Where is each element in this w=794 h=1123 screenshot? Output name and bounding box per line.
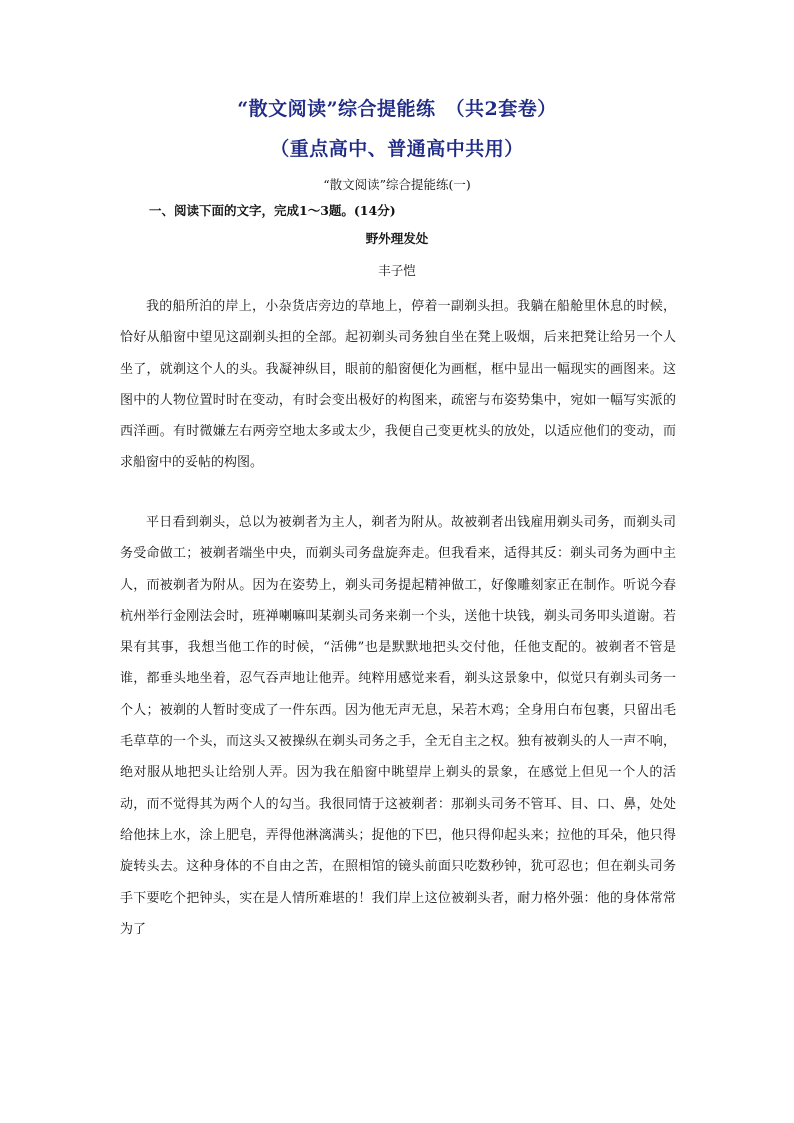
document-subtitle-audience: （重点高中、普通高中共用）	[270, 138, 524, 160]
exercise-set-title: “散文阅读”综合提能练(一)	[323, 177, 471, 192]
essay-title: 野外理发处	[365, 231, 429, 246]
essay-paragraph: 平日看到剃头，总以为被剃者为主人，剃者为附从。故被剃者出钱雇用剃头司务，而剃头司务受命做工；被剃者端坐中央，而剃头司务盘旋奔走。但我看来，适得其反：剃头司务为画中主人，而被剃者为附从。因为在姿势上，剃头司务提起精神做工，好像雕刻家正在制作。听说今春杭州举行金刚法会时，班禅喇嘛叫某剃头司务来剃一个头，送他十块钱，剃头司务叩头道谢。若果有其事，我想当他工作的时候，“活佛”也是默默地把头交付他，任他支配的。被剃者不管是谁，都垂头地坐着，忍气吞声地让他弄。纯粹用感觉来看，剃头这景象中，似觉只有剃头司务一个人；被剃的人暂时变成了一件东西。因为他无声无息，呆若木鸡；全身用白布包裹，只留出毛毛草草的一个头，而这头又被操纵在剃头司务之手，全无自主之权。独有被剃头的人一声不响，绝对服从地把头让给别人弄。因为我在船窗中眺望岸上剃头的景象，在感觉上但见一个人的活动，而不觉得其为两个人的勾当。我很同情于这被剃者：那剃头司务不管耳、目、口、鼻，处处给他抹上水，涂上肥皂，弄得他淋漓满头；捉他的下巴，他只得仰起头来；拉他的耳朵，他只得旋转头去。这种身体的不自由之苦，在照相馆的镜头前面只吃数秒钟，犹可忍也；但在剃头司务手下要吃个把钟头，实在是人情所难堪的！我们岸上这位被剃头者，耐力格外强：他的身体常常为了	[120, 515, 676, 937]
section-heading: 一、阅读下面的文字，完成1～3题。(14分)	[149, 203, 396, 218]
essay-paragraph: 我的船所泊的岸上，小杂货店旁边的草地上，停着一副剃头担。我躺在船舱里休息的时候，恰好从船窗中望见这副剃头担的全部。起初剃头司务独自坐在凳上吸烟，后来把凳让给另一个人坐了，就剃这个人的头。我凝神纵目，眼前的船窗便化为画框，框中显出一幅现实的画图来。这图中的人物位置时时在变动，有时会变出极好的构图来，疏密与布姿势集中，宛如一幅写实派的西洋画。有时微嫌左右两旁空地太多或太少，我便自己变更枕头的放处，以适应他们的变动，而求船窗中的妥帖的构图。	[120, 299, 676, 471]
document-title: “散文阅读”综合提能练 （共2套卷）	[237, 98, 557, 120]
essay-author: 丰子恺	[378, 263, 416, 278]
